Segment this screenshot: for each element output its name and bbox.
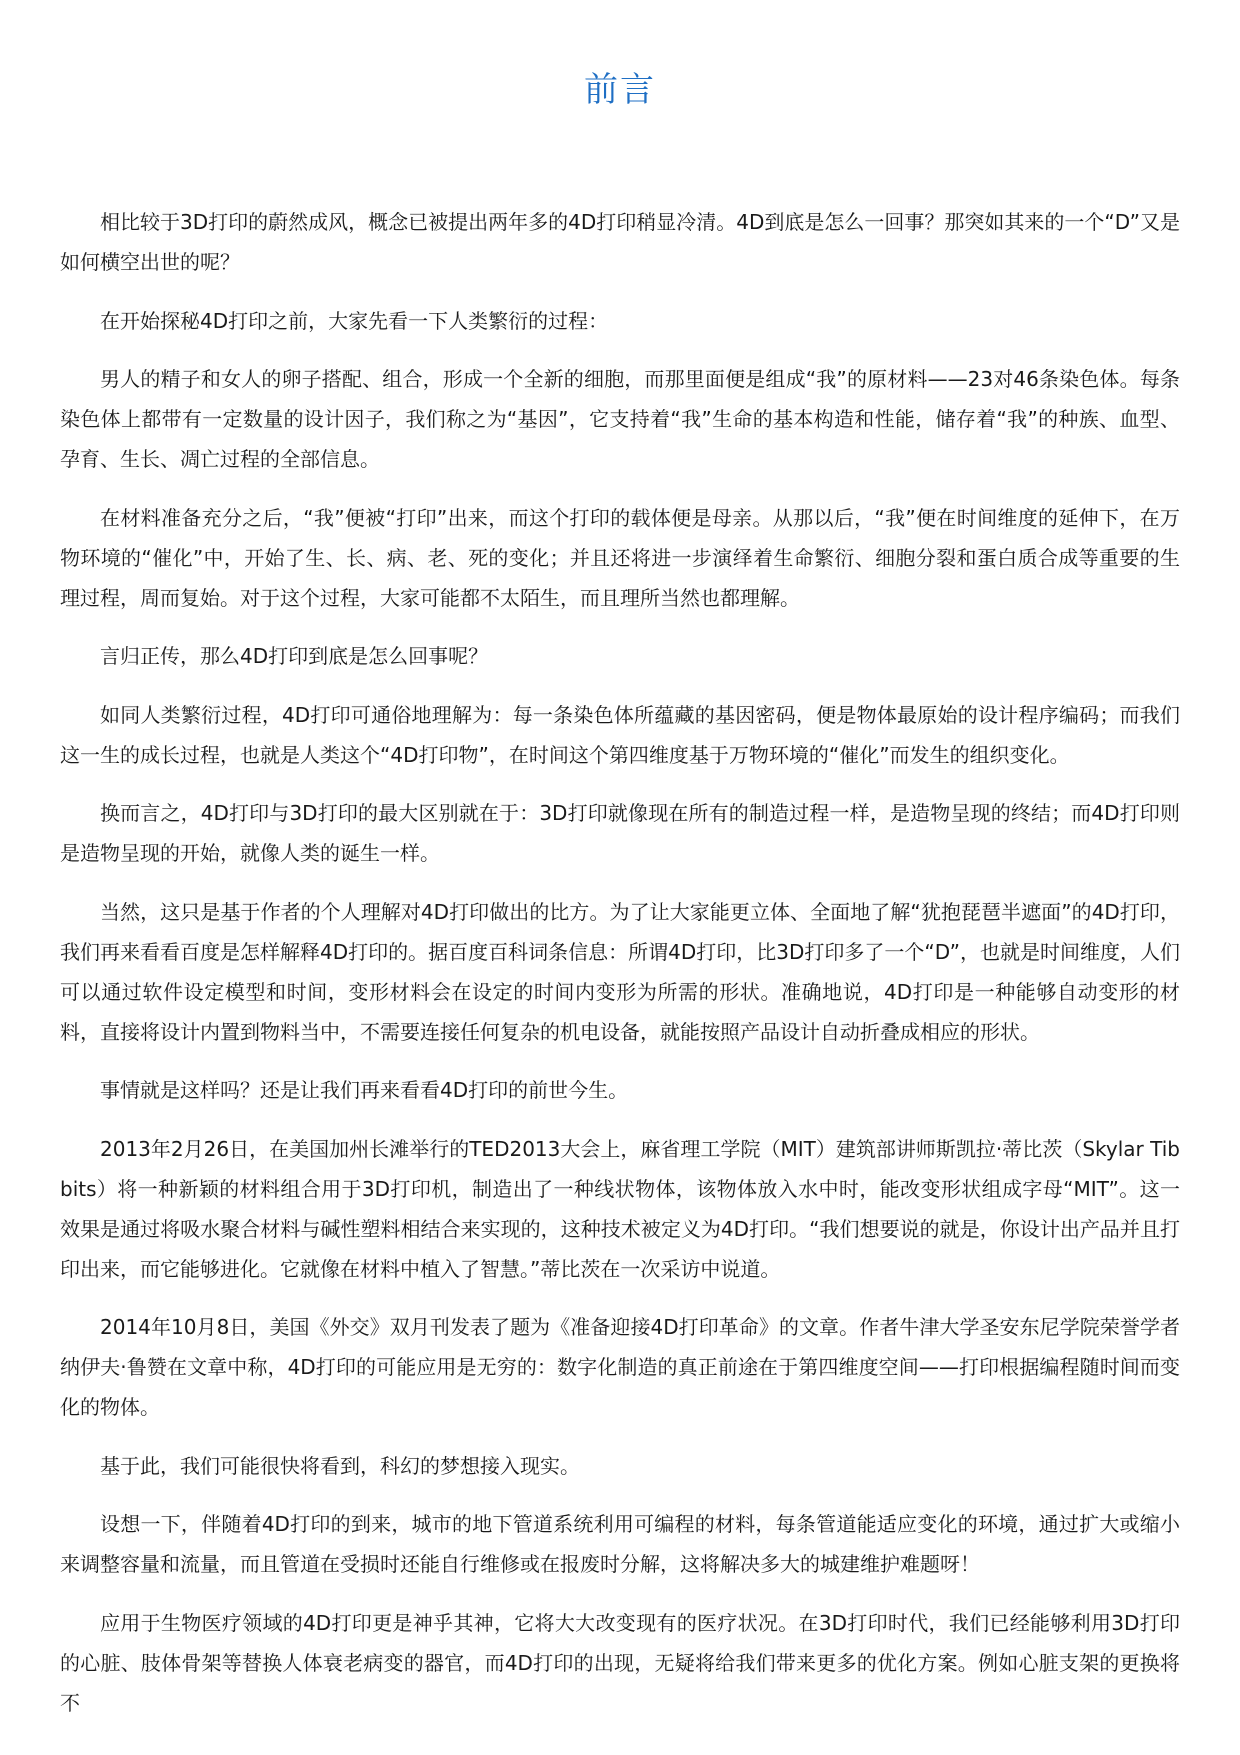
paragraph: 换而言之，4D打印与3D打印的最大区别就在于：3D打印就像现在所有的制造过程一样，是造物呈现的终结；而4D打印则是造物呈现的开始，就像人类的诞生一样。 <box>60 801 1180 865</box>
paragraph: 在开始探秘4D打印之前，大家先看一下人类繁衍的过程： <box>100 308 609 333</box>
paragraph: 如同人类繁衍过程，4D打印可通俗地理解为：每一条染色体所蕴藏的基因密码，便是物体最原始的设计程序编码；而我们这一生的成长过程，也就是人类这个“4D打印物”，在时间这个第四维度基于万物环境的“催化”而发生的组织变化。 <box>60 702 1180 767</box>
body-text <box>60 202 1180 1741</box>
paragraph: 当然，这只是基于作者的个人理解对4D打印做出的比方。为了让大家能更立体、全面地了解“犹抱琵琶半遮面”的4D打印，我们再来看看百度是怎样解释4D打印的。据百度百科词条信息：所谓4D打印，比3D打印多了一个“D”，也就是时间维度，人们可以通过软件设定模型和时间，变形材料会在设定的时间内变形为所需的形状。准确地说，4D打印是一种能够自动变形的材料，直接将设计内置到物料当中，不需要连接任何复杂的机电设备，就能按照产品设计自动折叠成相应的形状。 <box>60 899 1180 1044</box>
paragraph: 在材料准备充分之后，“我”便被“打印”出来，而这个打印的载体便是母亲。从那以后，“我”便在时间维度的延伸下，在万物环境的“催化”中，开始了生、长、病、老、死的变化；并且还将进一步演绎着生命繁衍、细胞分裂和蛋白质合成等重要的生理过程，周而复始。对于这个过程，大家可能都不太陌生，而且理所当然也都理解。 <box>60 505 1180 610</box>
paragraph: 应用于生物医疗领域的4D打印更是神乎其神，它将大大改变现有的医疗状况。在3D打印时代，我们已经能够利用3D打印的心脏、肢体骨架等替换人体衰老病变的器官，而4D打印的出现，无疑将给我们带来更多的优化方案。例如心脏支架的更换将不 <box>60 1610 1180 1715</box>
paragraph: 基于此，我们可能很快将看到，科幻的梦想接入现实。 <box>100 1453 580 1478</box>
paragraph: 2014年10月8日，美国《外交》双月刊发表了题为《准备迎接4D打印革命》的文章。作者牛津大学圣安东尼学院荣誉学者纳伊夫·鲁赞在文章中称，4D打印的可能应用是无穷的：数字化制造的真正前途在于第四维度空间——打印根据编程随时间而变化的物体。 <box>60 1315 1180 1419</box>
paragraph: 言归正传，那么4D打印到底是怎么回事呢？ <box>100 644 489 668</box>
paragraph: 男人的精子和女人的卵子搭配、组合，形成一个全新的细胞，而那里面便是组成“我”的原材料——23对46条染色体。每条染色体上都带有一定数量的设计因子，我们称之为“基因”，它支持着“我”生命的基本构造和性能，储存着“我”的种族、血型、孕育、生长、凋亡过程的全部信息。 <box>60 367 1180 471</box>
paragraph: 事情就是这样吗？还是让我们再来看看4D打印的前世今生。 <box>100 1078 629 1102</box>
paragraph: 2013年2月26日，在美国加州长滩举行的TED2013大会上，麻省理工学院（MIT）建筑部讲师斯凯拉·蒂比茨（Skylar Tibbits）将一种新颖的材料组合用于3D打印机，制造出了一种线状物体，该物体放入水中时，能改变形状组成字母“MIT”。这一效果是通过将吸水聚合材料与碱性塑料相结合来实现的，这种技术被定义为4D打印。“我们想要说的就是，你设计出产品并且打印出来，而它能够进化。它就像在材料中植入了智慧。”蒂比茨在一次采访中说道。 <box>60 1136 1180 1281</box>
page-title: 前言 <box>584 70 656 110</box>
paragraph: 相比较于3D打印的蔚然成风，概念已被提出两年多的4D打印稍显冷清。4D到底是怎么一回事？那突如其来的一个“D”又是如何横空出世的呢？ <box>60 210 1180 274</box>
paragraph: 设想一下，伴随着4D打印的到来，城市的地下管道系统利用可编程的材料，每条管道能适应变化的环境，通过扩大或缩小来调整容量和流量，而且管道在受损时还能自行维修或在报废时分解，这将解决多大的城建维护难题呀！ <box>60 1512 1180 1576</box>
